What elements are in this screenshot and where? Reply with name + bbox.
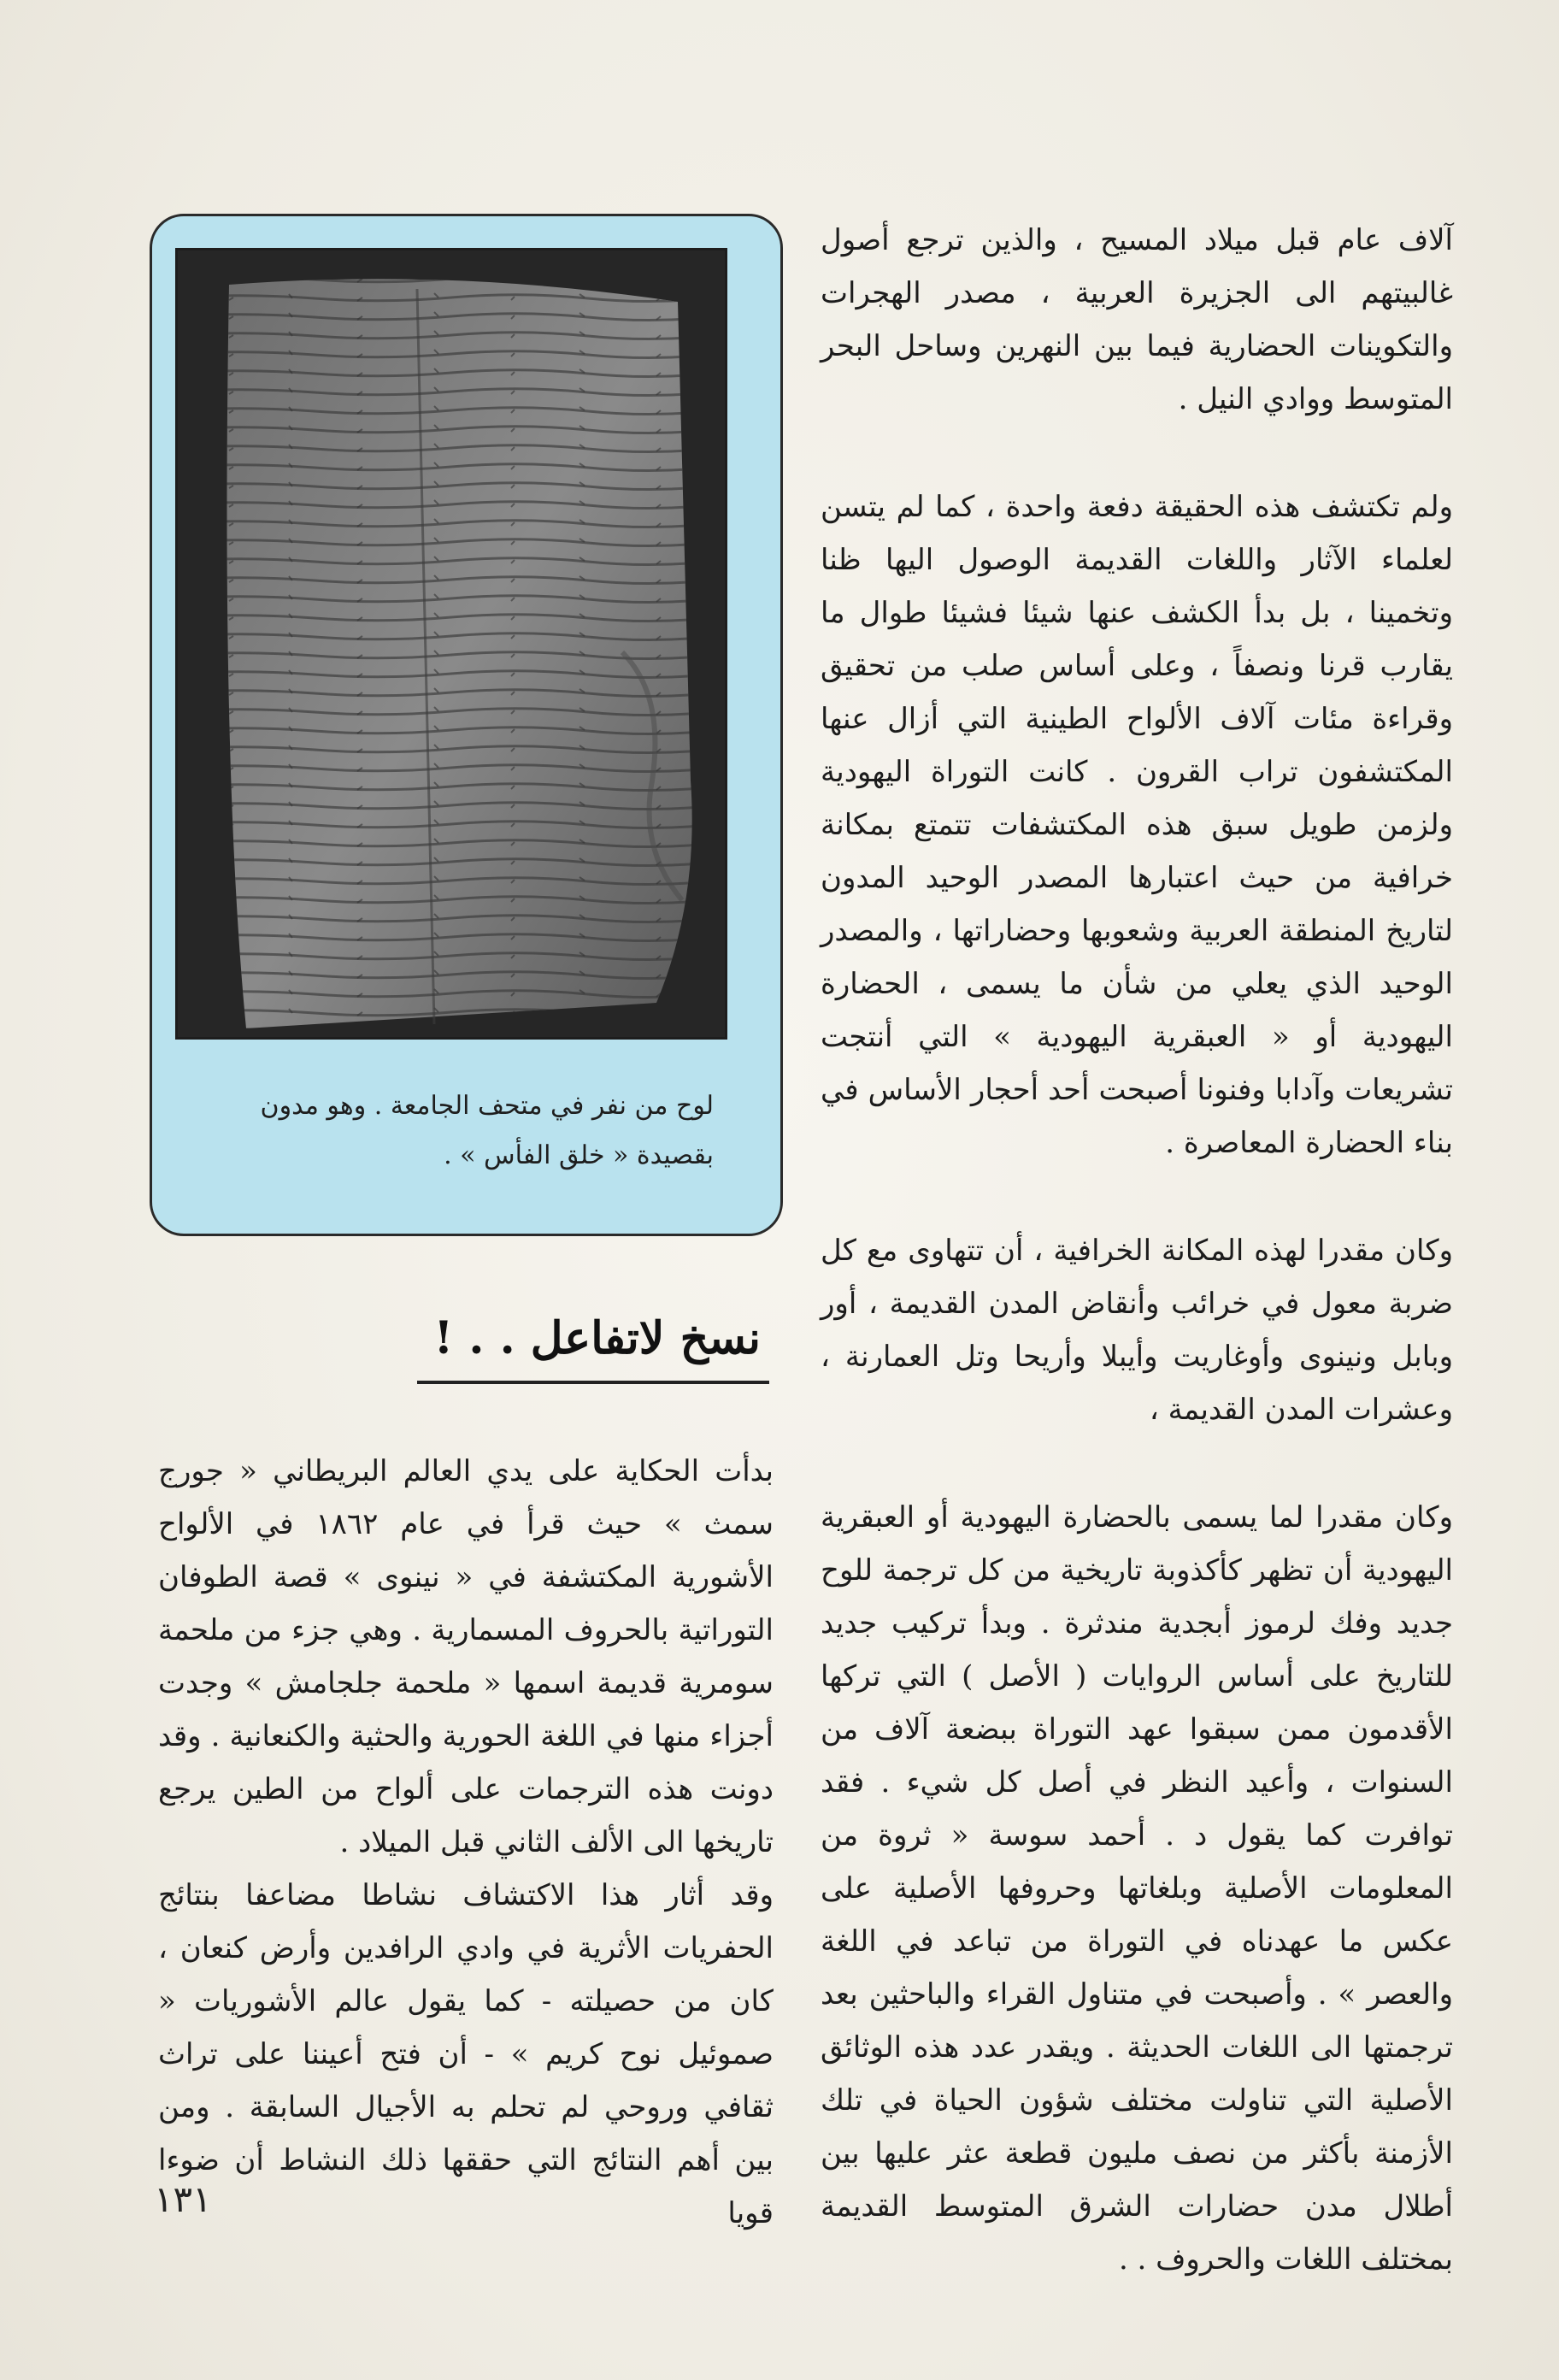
tablet-image bbox=[178, 250, 725, 1037]
paragraph: وكان مقدرا لما يسمى بالحضارة اليهودية أو العبقرية اليهودية أن تظهر كأكذوبة تاريخية من كل ترجمة للوح جديد وفك لرموز أبجدية مندثرة . وبدأ تركيب جديد للتاريخ على أساس الروايات ( الأصل ) التي تركها الأقدمون ممن سبقوا عهد التوراة ببضعة آلاف من السنوات ، وأعيد النظر في أصل كل شيء . فقد توافرت كما يقول د . أحمد سوسة « ثروة من المعلومات الأصلية وبلغاتها وحروفها الأصلية على عكس ما عهدناه في التوراة من تباعد في اللغة والعصر » . وأصبحت في متناول القراء والباحثين بعد ترجمتها الى اللغات الحديثة . ويقدر عدد هذه الوثائق الأصلية التي تناولت مختلف شؤون الحياة في تلك الأزمنة بأكثر من نصف مليون قطعة عثر عليها بين أطلال مدن حضارات الشرق المتوسط القديمة بمختلف اللغات والحروف . . bbox=[821, 1500, 1453, 2277]
left-text-column bbox=[158, 1445, 774, 2240]
paragraph: ولم تكتشف هذه الحقيقة دفعة واحدة ، كما لم يتسن لعلماء الآثار واللغات القديمة الوصول اليها ظنا وتخمينا ، بل بدأ الكشف عنها شيئا فشيئا طوال ما يقارب قرنا ونصفاً ، وعلى أساس صلب من تحقيق وقراءة مئات آلاف الألواح الطينية التي أزال عنها المكتشفون تراب القرون . كانت التوراة اليهودية ولزمن طويل سبق هذه المكتشفات تتمتع بمكانة خرافية من حيث اعتبارها المصدر الوحيد المدون لتاريخ المنطقة العربية وشعوبها وحضاراتها ، والمصدر الوحيد الذي يعلي من شأن ما يسمى ، الحضارة اليهودية أو « العبقرية اليهودية » التي أنتجت تشريعات وآدابا وفنونا أصبحت أحد أحجار الأساس في بناء الحضارة المعاصرة . bbox=[821, 490, 1453, 1160]
page-number: ١٣١ bbox=[154, 2178, 212, 2220]
section-title: نسخ لاتفاعل . . ! bbox=[433, 1312, 761, 1364]
figure-caption: لوح من نفر في متحف الجامعة . وهو مدون بقصيدة « خلق الفأس » . bbox=[260, 1091, 714, 1170]
paragraph: وقد أثار هذا الاكتشاف نشاطا مضاعفا بنتائج الحفريات الأثرية في وادي الرافدين وأرض كنعان ، كان من حصيلته - كما يقول عالم الأشوريات « صموئيل نوح كريم » - أن فتح أعيننا على تراث ثقافي وروحي لم تحلم به الأجيال السابقة . ومن بين أهم النتائج التي حققها ذلك النشاط أن ضوءا قويا bbox=[158, 1878, 774, 2230]
paragraph: بدأت الحكاية على يدي العالم البريطاني « جورج سمث » حيث قرأ في عام ١٨٦٢ في الألواح الأشورية المكتشفة في « نينوى » قصة الطوفان التوراتية بالحروف المسمارية . وهي جزء من ملحمة سومرية قديمة اسمها « ملحمة جلجامش » وجدت أجزاء منها في اللغة الحورية والحثية والكنعانية . وقد دونت هذه الترجمات على ألواح من الطين يرجع تاريخها الى الألف الثاني قبل الميلاد . bbox=[158, 1454, 774, 1859]
paragraph: وكان مقدرا لهذه المكانة الخرافية ، أن تتهاوى مع كل ضربة معول في خرائب وأنقاض المدن القديمة ، أور وبابل ونينوى وأوغاريت وأيبلا وأريحا وتل العمارنة ، وعشرات المدن القديمة ، bbox=[821, 1234, 1453, 1427]
paragraph: آلاف عام قبل ميلاد المسيح ، والذين ترجع أصول غالبيتهم الى الجزيرة العربية ، مصدر الهجرات والتكوينات الحضارية فيما بين النهرين وساحل البحر المتوسط ووادي النيل . bbox=[821, 223, 1453, 416]
title-underline bbox=[417, 1381, 769, 1384]
clay-tablet-photo bbox=[175, 248, 727, 1040]
right-text-column bbox=[821, 214, 1453, 2286]
